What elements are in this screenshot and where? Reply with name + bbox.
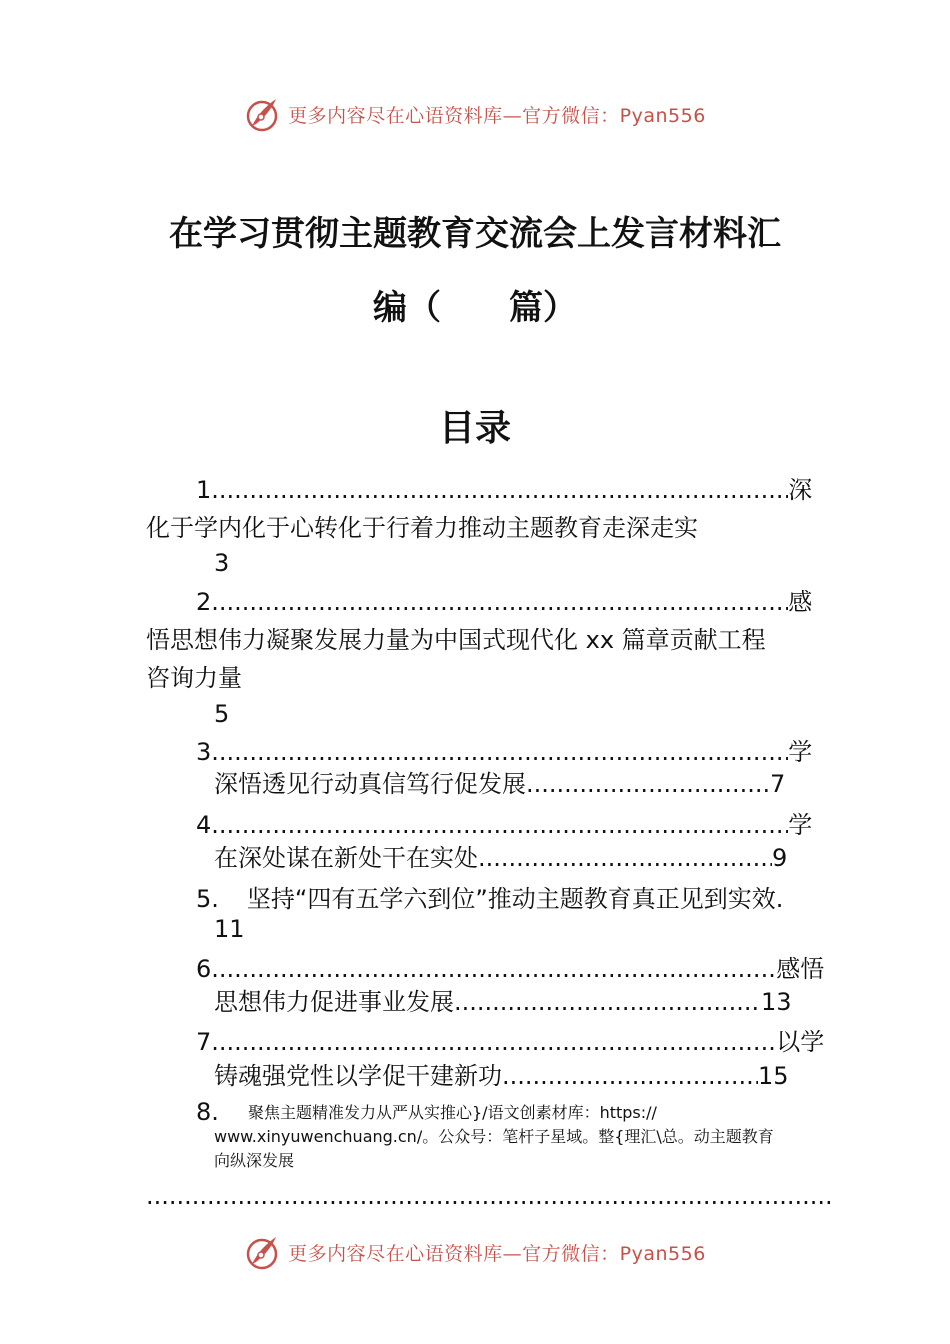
toc-entry-8-number: 8. [196,1098,219,1126]
toc-entry-6-leader[interactable] [196,953,824,985]
toc-entry-number: 7 [196,1028,212,1056]
toc-entry-number: 1 [196,476,212,504]
toc-entry-number: 5. [196,885,219,913]
toc-entry-2-page: 5 [214,700,230,728]
toc-entry-head: 感 [788,588,813,616]
toc-entry-1-page: 3 [214,549,230,577]
toc-entry-7-leader[interactable] [196,1026,824,1058]
toc-entry-4-leader[interactable] [196,809,812,841]
toc-entry-6-title[interactable]: 思想伟力促进事业发展..... 13 [214,986,792,1018]
toc-entry-number: 6 [196,955,212,983]
document-title-line1: 在学习贯彻主题教育交流会上发言材料汇 [169,214,781,254]
wechat-id: Pyan556 [619,104,706,127]
toc-entry-1-leader[interactable] [196,474,812,506]
quill-logo-icon [244,96,280,132]
toc-entry-5-page: 11 [214,915,245,943]
toc-entry-number: 2 [196,588,212,616]
toc-entry-number: 4 [196,811,212,839]
toc-entry-head: 学 [788,811,813,839]
toc-entry-7-title[interactable]: 铸魂强党性以学促干建新功..... 15 [214,1060,789,1092]
toc-heading: 目录 [438,407,511,449]
wechat-id: Pyan556 [619,1242,706,1265]
toc-entry-3-title[interactable]: 深悟透见行动真信笃行促发展..... 7 [214,768,785,800]
toc-entry-2-leader[interactable] [196,586,812,618]
toc-entry-4-title[interactable]: 在深处谋在新处干在实处..... 9 [214,842,787,874]
toc-entry-3-leader[interactable] [196,736,812,768]
watermark-banner-bottom [0,1232,950,1272]
toc-entry-8-line3[interactable]: 向纵深发展 [214,1151,295,1170]
toc-entry-page: 7 [770,770,786,798]
toc-entry-8-line2[interactable]: www.xinyuwenchuang.cn/。公众号：笔杆子星域。整{理汇\总。动主题教育 [214,1127,774,1146]
toc-entry-8-line1[interactable]: 聚焦主题精准发力从严从实推心}/语文创素材库：https:// [248,1103,657,1122]
toc-entry-5-title[interactable]: 5. 坚持“四有五学六到位”推动主题教育真正见到实效. [196,885,784,913]
toc-entry-1-title[interactable]: 化于学内化于心转化于行着力推动主题教育走深走实 [146,514,698,542]
toc-entry-page: 9 [772,844,788,872]
quill-logo-icon [244,1234,280,1270]
toc-entry-2-title-line1[interactable]: 悟思想伟力凝聚发展力量为中国式现代化 xx 篇章贡献工程 [146,626,766,654]
watermark-text: 更多内容尽在心语资料库—官方微信：Pyan556 [288,1242,706,1265]
document-title-line2: 编（ 篇） [373,288,577,328]
toc-entry-head: 以学 [776,1028,825,1056]
toc-entry-head: 感悟 [776,955,825,983]
watermark-text: 更多内容尽在心语资料库—官方微信：Pyan556 [288,104,706,127]
toc-entry-8-leader [146,1180,832,1212]
toc-entry-2-title-line2[interactable]: 咨询力量 [146,664,242,692]
toc-entry-head: 深 [788,476,813,504]
toc-entry-head: 学 [788,738,813,766]
watermark-banner-top [0,94,950,134]
toc-entry-number: 3 [196,738,212,766]
toc-entry-page: 15 [758,1062,789,1090]
toc-entry-page: 13 [761,988,792,1016]
